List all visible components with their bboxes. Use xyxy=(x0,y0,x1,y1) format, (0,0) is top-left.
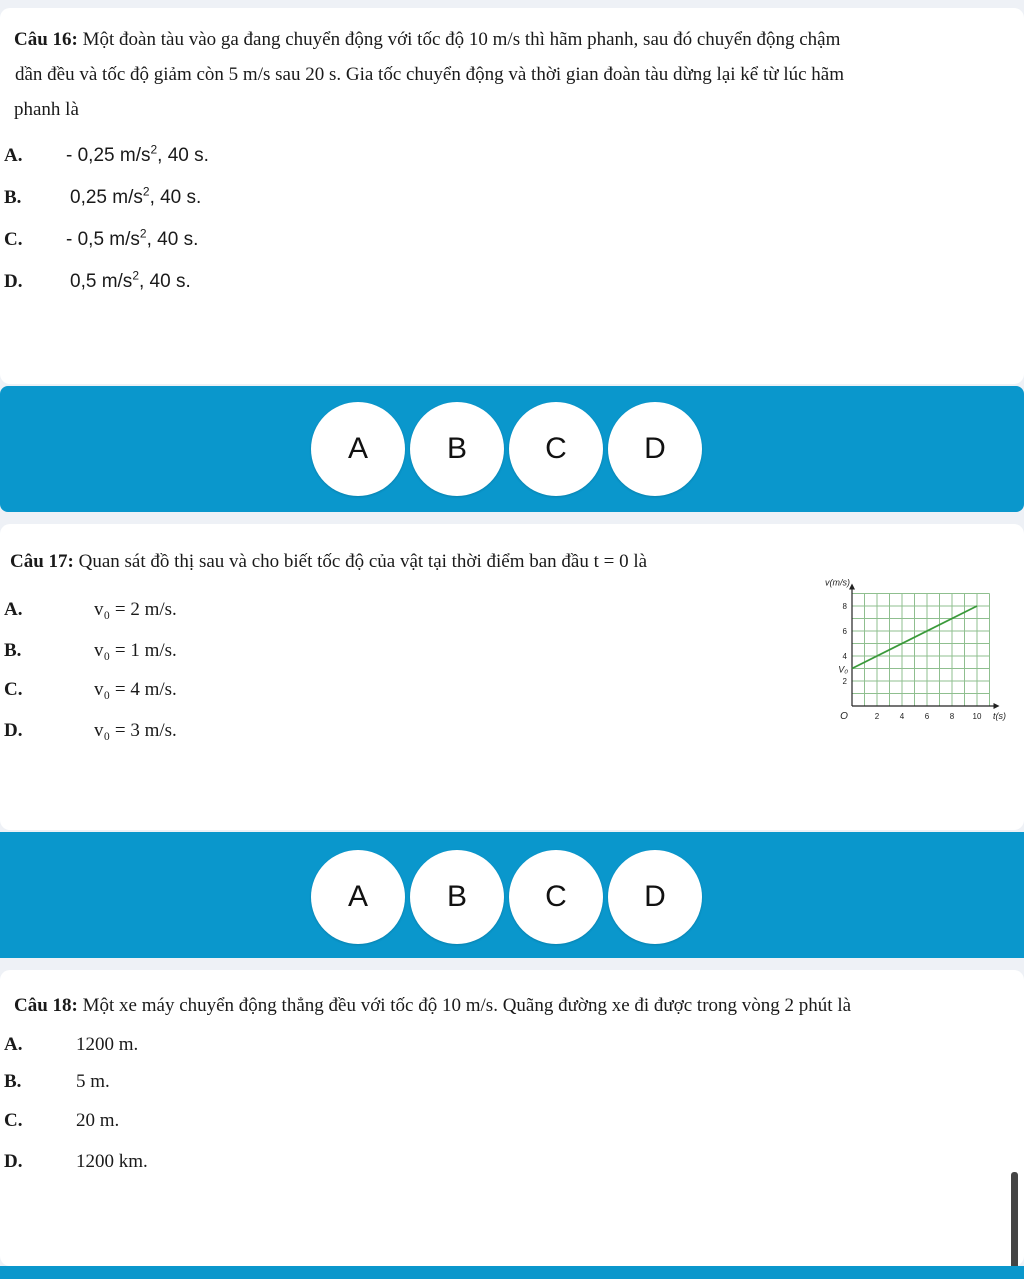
answer-band-2 xyxy=(0,832,1024,958)
y-tick-label: 6 xyxy=(842,627,847,636)
q18-label: Câu 18: xyxy=(14,995,78,1016)
q18-text: Câu 18: Một xe máy chuyển động thẳng đều với tốc độ 10 m/s. Quãng đường xe đi được trong vòng 2 phút là xyxy=(14,995,852,1016)
q16-line-1: Câu 16: Một đoàn tàu vào ga đang chuyển động với tốc độ 10 m/s thì hãm phanh, sau đó chuyển động chậm xyxy=(14,29,841,50)
question-16-card xyxy=(0,8,1024,384)
q16-option-d[interactable]: D. 0,5 $m/s^2$, 40 s. xyxy=(4,268,191,292)
q16-line-3: phanh là xyxy=(14,99,79,120)
q17-label: Câu 17: xyxy=(10,551,74,572)
answer-1-b-button[interactable]: B xyxy=(410,402,504,496)
q16-option-b[interactable]: B. 0,25 $m/s^2$, 40 s. xyxy=(4,184,202,208)
q16-option-c[interactable]: C. - 0,5 $m/s^2$, 40 s. xyxy=(4,226,199,250)
v0-label: V₀ xyxy=(838,664,848,675)
answer-1-a-button[interactable]: A xyxy=(311,402,405,496)
q18-option-b[interactable]: B. 5 m. xyxy=(4,1071,110,1092)
answer-band-1 xyxy=(0,386,1024,512)
q17-option-c[interactable]: C. v₀ = 4 m/s. xyxy=(4,679,177,700)
answer-2-d-button[interactable]: D xyxy=(608,850,702,944)
answer-2-c-button[interactable]: C xyxy=(509,850,603,944)
question-17-card xyxy=(0,524,1024,830)
x-tick-label: 8 xyxy=(949,712,955,721)
scrollbar-thumb[interactable] xyxy=(1011,1172,1018,1279)
chart-ticks xyxy=(843,602,982,721)
q18-option-d[interactable]: D. 1200 km. xyxy=(4,1151,148,1172)
q17-option-a[interactable]: A. v₀ = 2 m/s. xyxy=(4,599,177,620)
y-axis-label: v(m/s) xyxy=(825,577,850,588)
y-tick-label: 4 xyxy=(842,652,847,661)
q18-option-c[interactable]: C. 20 m. xyxy=(4,1110,120,1131)
answer-band-3-edge xyxy=(0,1266,1024,1279)
x-axis-label: t(s) xyxy=(993,711,1006,721)
q17-option-d[interactable]: D. v₀ = 3 m/s. xyxy=(4,720,177,741)
origin-label: O xyxy=(840,711,848,722)
velocity-time-chart xyxy=(800,568,1022,738)
x-axis-arrow xyxy=(994,703,1000,709)
q17-option-b[interactable]: B. v₀ = 1 m/s. xyxy=(4,640,177,661)
q17-text: Câu 17: Quan sát đồ thị sau và cho biết tốc độ của vật tại thời điểm ban đầu t = 0 là xyxy=(10,551,648,572)
x-tick-label: 2 xyxy=(874,712,880,721)
q16-option-a[interactable]: A. - 0,25 $m/s^2$, 40 s. xyxy=(4,142,209,166)
q16-line-2: dần đều và tốc độ giảm còn 5 m/s sau 20 s. Gia tốc chuyển động và thời gian đoàn tàu dừng lại kể từ lúc hãm xyxy=(15,64,844,85)
answer-2-b-button[interactable]: B xyxy=(410,850,504,944)
answer-2-a-button[interactable]: A xyxy=(311,850,405,944)
answer-1-d-button[interactable]: D xyxy=(608,402,702,496)
y-tick-label: 2 xyxy=(842,677,847,686)
q16-label: Câu 16: xyxy=(14,29,78,50)
answer-1-c-button[interactable]: C xyxy=(509,402,603,496)
q16-text xyxy=(14,22,1014,127)
q18-option-a[interactable]: A. 1200 m. xyxy=(4,1034,139,1055)
x-tick-label: 4 xyxy=(899,712,905,721)
x-tick-label: 6 xyxy=(924,712,930,721)
question-18-card xyxy=(0,970,1024,1266)
y-tick-label: 8 xyxy=(842,602,847,611)
x-tick-label: 10 xyxy=(972,712,982,721)
